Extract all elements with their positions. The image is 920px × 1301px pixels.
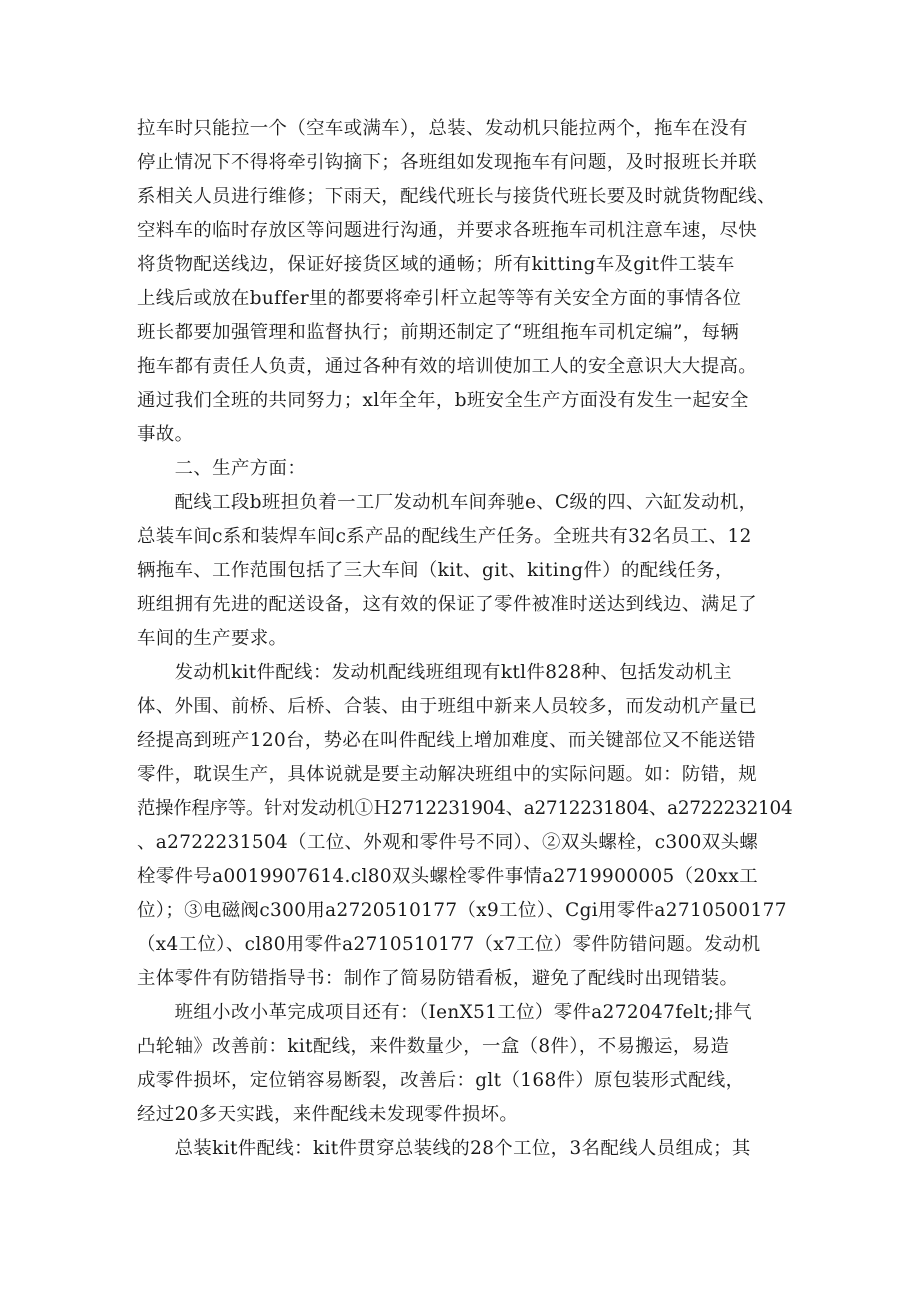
document-body xyxy=(137,112,793,1166)
text-line: 拖车都有责任人负责，通过各种有效的培训使加工人的安全意识大大提高。 xyxy=(137,356,758,377)
text-line: 主体零件有防错指导书：制作了简易防错看板，避免了配线时出现错装。 xyxy=(137,968,739,989)
text-line: 停止情况下不得将牵引钩摘下；各班组如发现拖车有问题，及时报班长并联 xyxy=(137,152,758,173)
text-line: 凸轮轴》改善前：kit配线，来件数量少，一盒（8件），不易搬运，易造 xyxy=(137,1036,730,1057)
text-line: 位）；③电磁阀c300用a2720510177（x9工位）、Cgi用零件a2710500177 xyxy=(137,900,787,921)
text-line: 零件，耽误生产，具体说就是要主动解决班组中的实际问题。如：防错，规 xyxy=(137,764,758,785)
text-line: 总装车间c系和装焊车间c系产品的配线生产任务。全班共有32名员工、12 xyxy=(137,526,752,547)
text-line: 系相关人员进行维修；下雨天，配线代班长与接货代班长要及时就货物配线、 xyxy=(137,186,776,207)
text-line: 车间的生产要求。 xyxy=(137,628,288,649)
text-line: 体、外围、前桥、后桥、合装、由于班组中新来人员较多，而发动机产量已 xyxy=(137,696,758,717)
paragraph-start: 班组小改小革完成项目还有：（IenX51工位）零件a272047felt;排气 xyxy=(137,1002,752,1023)
text-line: 辆拖车、工作范围包括了三大车间（kit、git、kiting件）的配线任务， xyxy=(137,560,734,581)
text-line: 、a2722231504（工位、外观和零件号不同）、②双头螺栓，c300双头螺 xyxy=(137,832,759,853)
text-line: 成零件损坏，定位销容易断裂，改善后：glt（168件）原包装形式配线， xyxy=(137,1070,745,1091)
text-line: 事故。 xyxy=(137,424,194,445)
text-line: 栓零件号a0019907614.cl80双头螺栓零件事情a2719900005（20xx工 xyxy=(137,866,758,887)
text-line: 拉车时只能拉一个（空车或满车），总装、发动机只能拉两个，拖车在没有 xyxy=(137,118,748,139)
text-line: （x4工位）、cl80用零件a2710510177（x7工位）零件防错问题。发动机 xyxy=(137,934,761,955)
paragraph-start: 总装kit件配线：kit件贯穿总装线的28个工位，3名配线人员组成；其 xyxy=(137,1138,751,1159)
section-heading: 二、生产方面： xyxy=(137,458,307,479)
text-line: 经过20多天实践，来件配线未发现零件损坏。 xyxy=(137,1104,519,1125)
text-line: 空料车的临时存放区等问题进行沟通，并要求各班拖车司机注意车速，尽快 xyxy=(137,220,758,241)
text-line: 班组拥有先进的配送设备，这有效的保证了零件被准时送达到线边、满足了 xyxy=(137,594,758,615)
text-line: 通过我们全班的共同努力；xl年全年，b班安全生产方面没有发生一起安全 xyxy=(137,390,749,411)
text-line: 经提高到班产120台，势必在叫件配线上增加难度、而关键部位又不能送错 xyxy=(137,730,756,751)
text-line: 将货物配送线边，保证好接货区域的通畅；所有kitting车及git件工装车 xyxy=(137,254,735,275)
text-line: 范操作程序等。针对发动机①Ｈ2712231904、a2712231804、a2722232104 xyxy=(137,798,793,819)
text-line: 班长都要加强管理和监督执行；前期还制定了“班组拖车司机定编”，每辆 xyxy=(137,322,740,343)
paragraph-start: 配线工段b班担负着一工厂发动机车间奔驰e、C级的四、六缸发动机， xyxy=(137,492,758,513)
paragraph-start: 发动机kit件配线：发动机配线班组现有ktl件828种、包括发动机主 xyxy=(137,662,732,683)
text-line: 上线后或放在buffer里的都要将牵引杆立起等等有关安全方面的事情各位 xyxy=(137,288,742,309)
